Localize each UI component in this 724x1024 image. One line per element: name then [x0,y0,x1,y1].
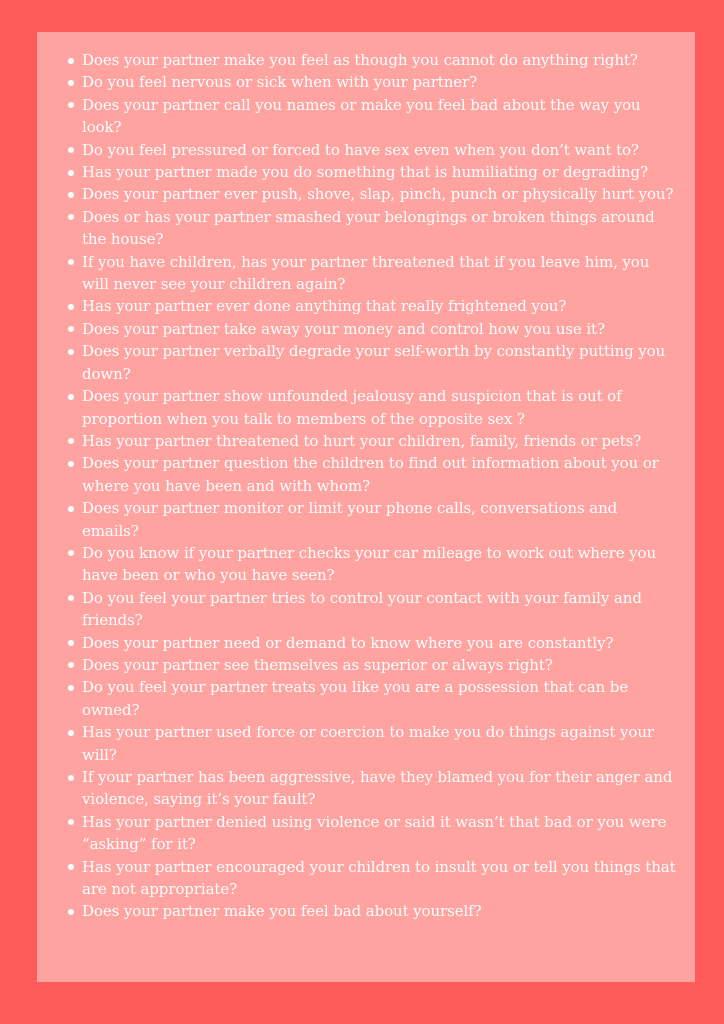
bullet-icon [68,80,74,86]
bullet-icon [68,819,74,825]
bullet-icon [68,461,74,467]
question-text: Do you feel your partner treats you like you are a possession that can be owned? [82,678,629,719]
list-item [37,94,695,139]
list-item [37,206,695,251]
question-text: Has your partner made you do something that is humiliating or degrading? [82,163,649,182]
question-text: Does your partner make you feel as though you cannot do anything right? [82,51,638,69]
list-item [37,161,695,183]
bullet-icon [68,506,74,512]
list-item [37,811,695,856]
list-item [37,71,695,93]
question-text: Has your partner denied using violence or said it wasn’t that bad or you were “asking” for it? [82,812,667,854]
bullet-icon [68,909,74,915]
list-item [37,676,695,721]
question-text: Does your partner call you names or make you feel bad about the way you look? [82,95,641,137]
question-text: Do you feel nervous or sick when with your partner? [82,73,478,92]
question-text: Do you feel your partner tries to control your contact with your family and friends? [82,588,642,630]
bullet-icon [68,685,74,691]
question-text: Does your partner verbally degrade your self-worth by constantly putting you down? [82,342,666,383]
question-text: Does your partner take away your money and control how you use it? [82,319,605,338]
bullet-icon [68,730,74,736]
bullet-icon [68,102,74,108]
bullet-icon [68,192,74,198]
list-item [37,542,695,587]
bullet-icon [68,214,74,220]
question-text: Do you feel pressured or forced to have sex even when you don’t want to? [82,140,639,159]
questions-panel [37,32,695,982]
list-item [37,295,695,317]
question-text: If you have children, has your partner threatened that if you leave him, you will never see your children again? [82,252,650,294]
list-item [37,632,695,654]
list-item [37,654,695,676]
list-item [37,497,695,542]
question-text: Has your partner encouraged your children to insult you or tell you things that are not appropriate? [82,857,676,899]
question-text: Does your partner ever push, shove, slap, pinch, punch or physically hurt you? [82,185,674,204]
question-text: Does your partner show unfounded jealousy and suspicion that is out of proportion when you talk to members of the opposite sex ? [82,387,622,428]
bullet-icon [68,864,74,870]
question-text: Does your partner see themselves as superior or always right? [82,655,553,674]
question-text: Does your partner question the children to find out information about you or where you have been and with whom? [82,454,659,495]
list-item [37,900,695,922]
bullet-icon [68,58,74,64]
bullet-icon [68,170,74,176]
list-item [37,340,695,385]
question-text: Does your partner need or demand to know where you are constantly? [82,633,614,652]
bullet-icon [68,550,74,556]
bullet-icon [68,147,74,153]
list-item [37,49,695,71]
list-item [37,721,695,766]
question-text: Has your partner used force or coercion to make you do things against your will? [82,723,654,764]
list-item [37,251,695,296]
question-text: If your partner has been aggressive, have they blamed you for their anger and violence, saying it’s your fault? [82,768,673,809]
question-list [37,49,695,923]
list-item [37,385,695,430]
question-text: Does your partner make you feel bad about yourself? [82,902,482,921]
bullet-icon [68,304,74,310]
question-text: Do you know if your partner checks your car mileage to work out where you have been or who you have seen? [82,543,657,585]
list-item [37,587,695,632]
bullet-icon [68,438,74,444]
list-item [37,139,695,161]
list-item [37,856,695,901]
bullet-icon [68,326,74,332]
question-text: Has your partner threatened to hurt your children, family, friends or pets? [82,431,642,450]
bullet-icon [68,394,74,400]
list-item [37,452,695,497]
list-item [37,430,695,452]
list-item [37,318,695,340]
question-text: Has your partner ever done anything that really frightened you? [82,297,567,316]
question-text: Does or has your partner smashed your belongings or broken things around the house? [82,207,655,249]
bullet-icon [68,640,74,646]
bullet-icon [68,259,74,265]
question-text: Does your partner monitor or limit your phone calls, conversations and emails? [82,499,618,540]
bullet-icon [68,662,74,668]
bullet-icon [68,775,74,781]
bullet-icon [68,349,74,355]
bullet-icon [68,595,74,601]
list-item [37,766,695,811]
list-item [37,183,695,205]
